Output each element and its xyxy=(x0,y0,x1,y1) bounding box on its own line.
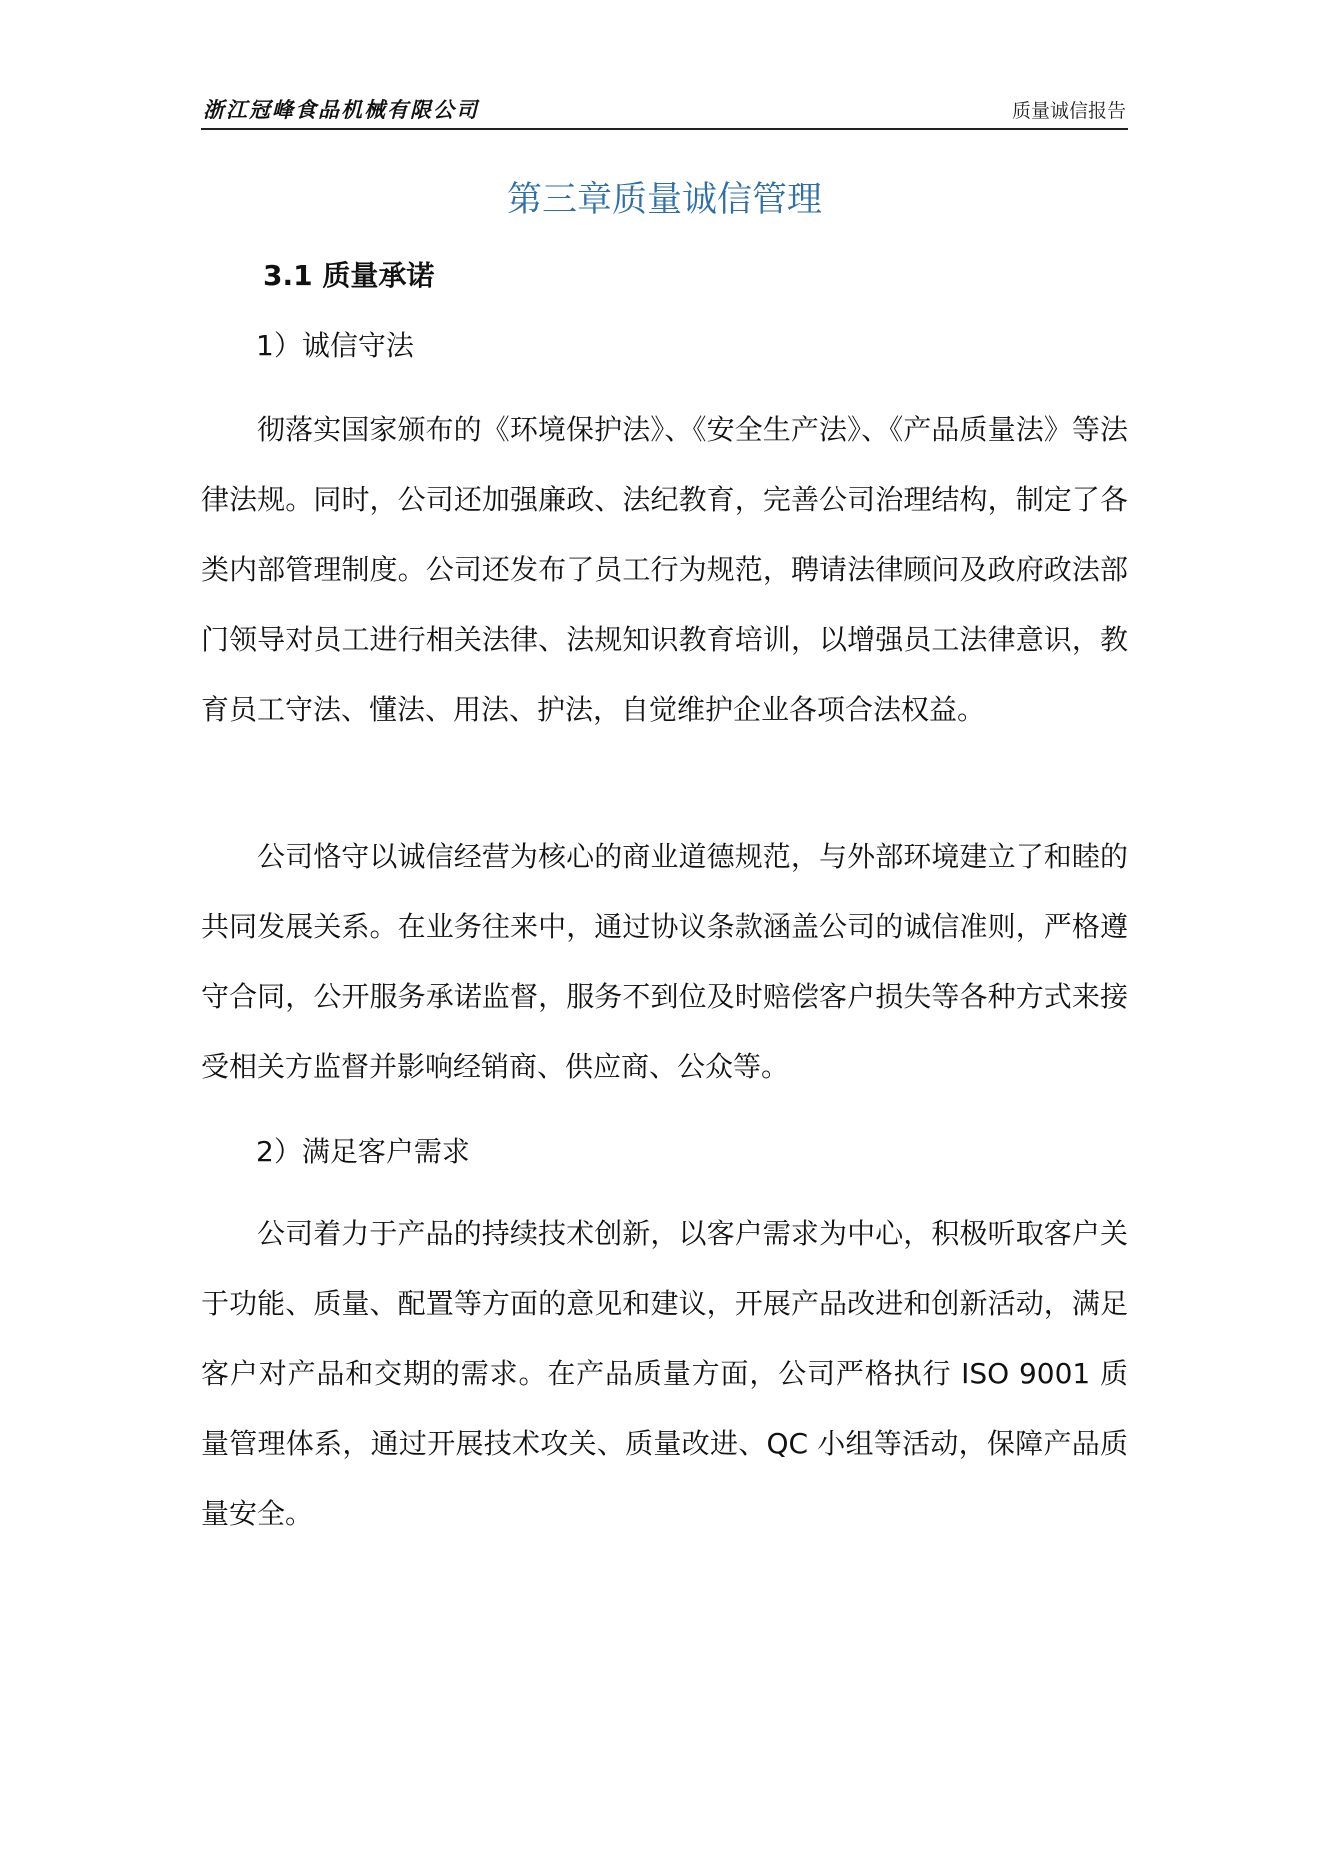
paragraph-business-ethics: 公司恪守以诚信经营为核心的商业道德规范，与外部环境建立了和睦的共同发展关系。在业务往来中，通过协议条款涵盖公司的诚信准则，严格遵守合同，公开服务承诺监督，服务不到位及时赔偿客户损失等各种方式来接受相关方监督并影响经销商、供应商、公众等。 xyxy=(201,840,1128,1083)
chapter-title: 第三章质量诚信管理 xyxy=(506,180,822,220)
subsection-title-law-compliance: 1）诚信守法 xyxy=(256,329,414,362)
paragraph-customer-needs: 公司着力于产品的持续技术创新，以客户需求为中心，积极听取客户关于功能、质量、配置等方面的意见和建议，开展产品改进和创新活动，满足客户对产品和交期的需求。在产品质量方面，公司严格执行 ISO 9001 质量管理体系，通过开展技术攻关、质量改进、QC 小组等活动，保障产品质量安全。 xyxy=(201,1217,1128,1530)
section-title: 3.1 质量承诺 xyxy=(263,259,435,292)
page-header xyxy=(201,92,1128,130)
header-report-title: 质量诚信报告 xyxy=(1011,100,1126,122)
subsection-title-customer-needs: 2）满足客户需求 xyxy=(256,1135,470,1168)
header-company-name: 浙江冠峰食品机械有限公司 xyxy=(203,98,479,122)
paragraph-law-compliance: 彻落实国家颁布的《环境保护法》、《安全生产法》、《产品质量法》等法律法规。同时，公司还加强廉政、法纪教育，完善公司治理结构，制定了各类内部管理制度。公司还发布了员工行为规范，聘请法律顾问及政府政法部门领导对员工进行相关法律、法规知识教育培训，以增强员工法律意识，教育员工守法、懂法、用法、护法，自觉维护企业各项合法权益。 xyxy=(201,413,1128,726)
